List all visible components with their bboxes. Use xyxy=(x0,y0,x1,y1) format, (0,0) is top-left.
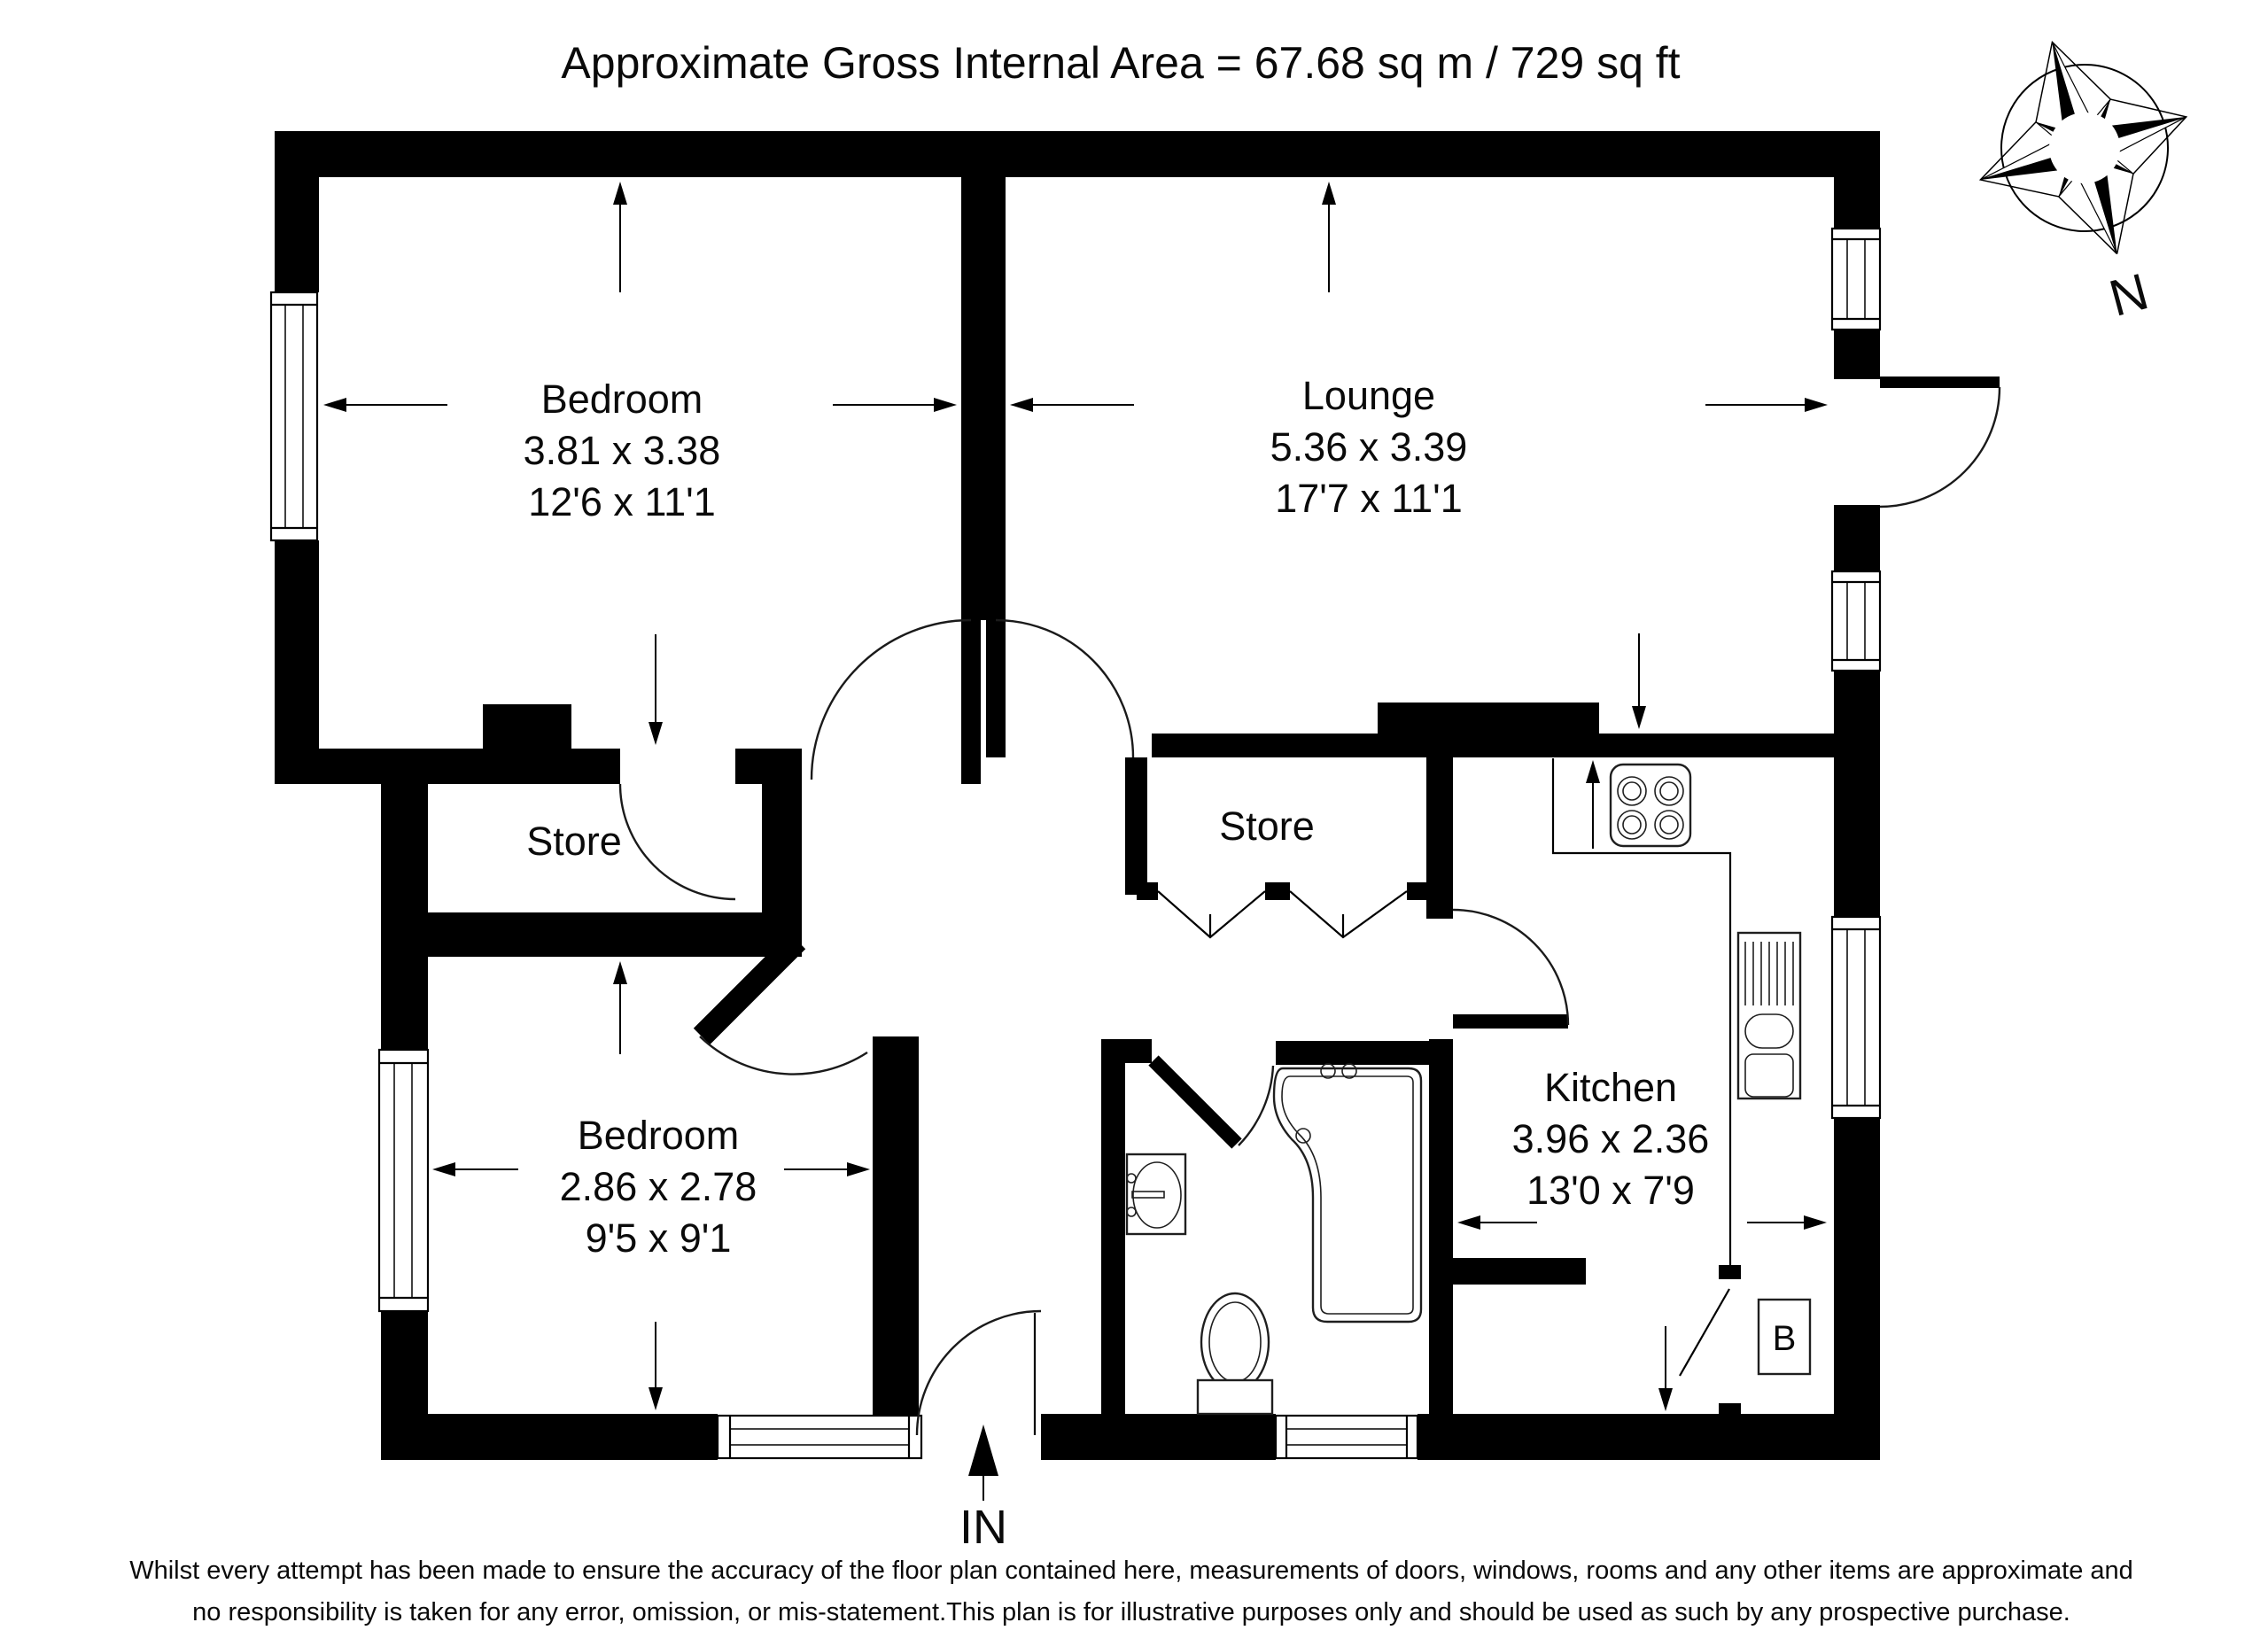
bedroom1-name: Bedroom xyxy=(540,377,703,422)
disclaimer-line1: Whilst every attempt has been made to ensure the accuracy of the floor plan contained here, measurements of doors, windows, rooms and any other items are approximate and xyxy=(129,1556,2133,1585)
lounge-dim-arrow-down xyxy=(1632,633,1646,729)
disclaimer-line2: no responsibility is taken for any error, omission, or mis-statement.This plan is for illustrative purposes only and should be used as such by any prospective purchase. xyxy=(192,1598,2070,1626)
kitchen-window-right xyxy=(1832,917,1880,1118)
chimney-breast-lounge xyxy=(1378,703,1599,734)
store-left-door-arc xyxy=(620,784,735,899)
bedroom1-dim-arrow-right xyxy=(833,398,957,412)
kitchen-sink-icon xyxy=(1738,933,1800,1098)
lounge-name: Lounge xyxy=(1301,373,1436,418)
lounge-dim-arrow-left xyxy=(1010,398,1134,412)
boiler-label: B xyxy=(1772,1319,1797,1358)
bedroom1-door-arc xyxy=(812,620,971,780)
bathroom-door-arc xyxy=(1239,1066,1273,1145)
bedroom1-window-left xyxy=(271,292,317,540)
bedroom2-window-left xyxy=(379,1050,428,1311)
kitchen-imperial: 13'0 x 7'9 xyxy=(1526,1168,1695,1213)
bathroom-sink-icon xyxy=(1127,1154,1185,1234)
disclaimer xyxy=(129,1556,2133,1626)
compass-rose-icon xyxy=(1948,11,2218,285)
entrance-arrow-icon xyxy=(968,1425,998,1476)
bedroom1-dim-arrow-down xyxy=(649,634,663,745)
lounge-door-leaf xyxy=(986,620,1006,757)
lounge-dim-arrow-right xyxy=(1705,398,1828,412)
entrance-indicator xyxy=(959,1425,1007,1554)
bedroom2-door-arc xyxy=(700,1036,867,1075)
kitchen-name: Kitchen xyxy=(1543,1065,1678,1110)
kitchen-dim-arrow-right xyxy=(1747,1215,1827,1230)
bedroom2-imperial: 9'5 x 9'1 xyxy=(585,1215,732,1261)
lounge-imperial: 17'7 x 11'1 xyxy=(1275,476,1463,521)
bath-icon xyxy=(1274,1064,1421,1322)
lounge-external-door-leaf xyxy=(1880,377,2000,388)
door-arcs xyxy=(620,387,2000,1435)
bedroom2-dim-arrow-down xyxy=(649,1322,663,1410)
lounge-metric: 5.36 x 3.39 xyxy=(1270,424,1468,470)
bedroom2-window-bottom xyxy=(718,1416,921,1458)
bedroom1-metric: 3.81 x 3.38 xyxy=(523,428,721,473)
kitchen-dim-arrow-up xyxy=(1586,760,1600,849)
stove-icon xyxy=(1611,765,1690,846)
lounge-dim-arrow-up xyxy=(1322,182,1336,292)
dimension-arrows xyxy=(323,182,1828,1411)
entrance-label: IN xyxy=(959,1501,1007,1554)
bathroom-fixtures xyxy=(1127,1064,1421,1414)
kitchen-door-leaf xyxy=(1453,1014,1568,1029)
boiler-cupboard xyxy=(1680,1289,1810,1376)
boiler-cupboard-door xyxy=(1680,1289,1729,1376)
north-label: N xyxy=(2103,262,2155,328)
bedroom1-door-leaf xyxy=(961,620,981,784)
bedroom1-dim-arrow-left xyxy=(323,398,447,412)
page-title: Approximate Gross Internal Area = 67.68 sq m / 729 sq ft xyxy=(561,38,1681,88)
bathroom-window-bottom xyxy=(1276,1416,1418,1458)
bedroom1-dim-arrow-up xyxy=(613,182,627,292)
chimney-breast-bedroom1 xyxy=(483,704,571,749)
bedroom1-imperial: 12'6 x 11'1 xyxy=(528,479,716,524)
kitchen-dim-arrow-down xyxy=(1658,1326,1673,1411)
bedroom2-dim-arrow-left xyxy=(432,1162,518,1176)
lounge-door-arc xyxy=(996,620,1133,757)
kitchen-metric: 3.96 x 2.36 xyxy=(1511,1116,1710,1161)
bedroom2-dim-arrow-up xyxy=(613,961,627,1054)
kitchen-door-arc xyxy=(1453,910,1568,1025)
bedroom2-name: Bedroom xyxy=(577,1113,740,1158)
walls xyxy=(275,131,2000,1460)
lounge-external-door-arc xyxy=(1880,387,2000,507)
store-left-name: Store xyxy=(526,819,622,864)
lounge-window-right-bottom xyxy=(1832,571,1880,671)
entrance-door-arc xyxy=(917,1311,1041,1435)
lounge-window-right-top xyxy=(1832,229,1880,330)
kitchen-dim-arrow-left xyxy=(1457,1215,1537,1230)
toilet-icon xyxy=(1198,1293,1272,1414)
bedroom2-dim-arrow-right xyxy=(784,1162,870,1176)
store-right-name: Store xyxy=(1219,803,1315,849)
bathroom-door-leaf xyxy=(1153,1060,1237,1144)
bedroom2-metric: 2.86 x 2.78 xyxy=(559,1164,757,1209)
